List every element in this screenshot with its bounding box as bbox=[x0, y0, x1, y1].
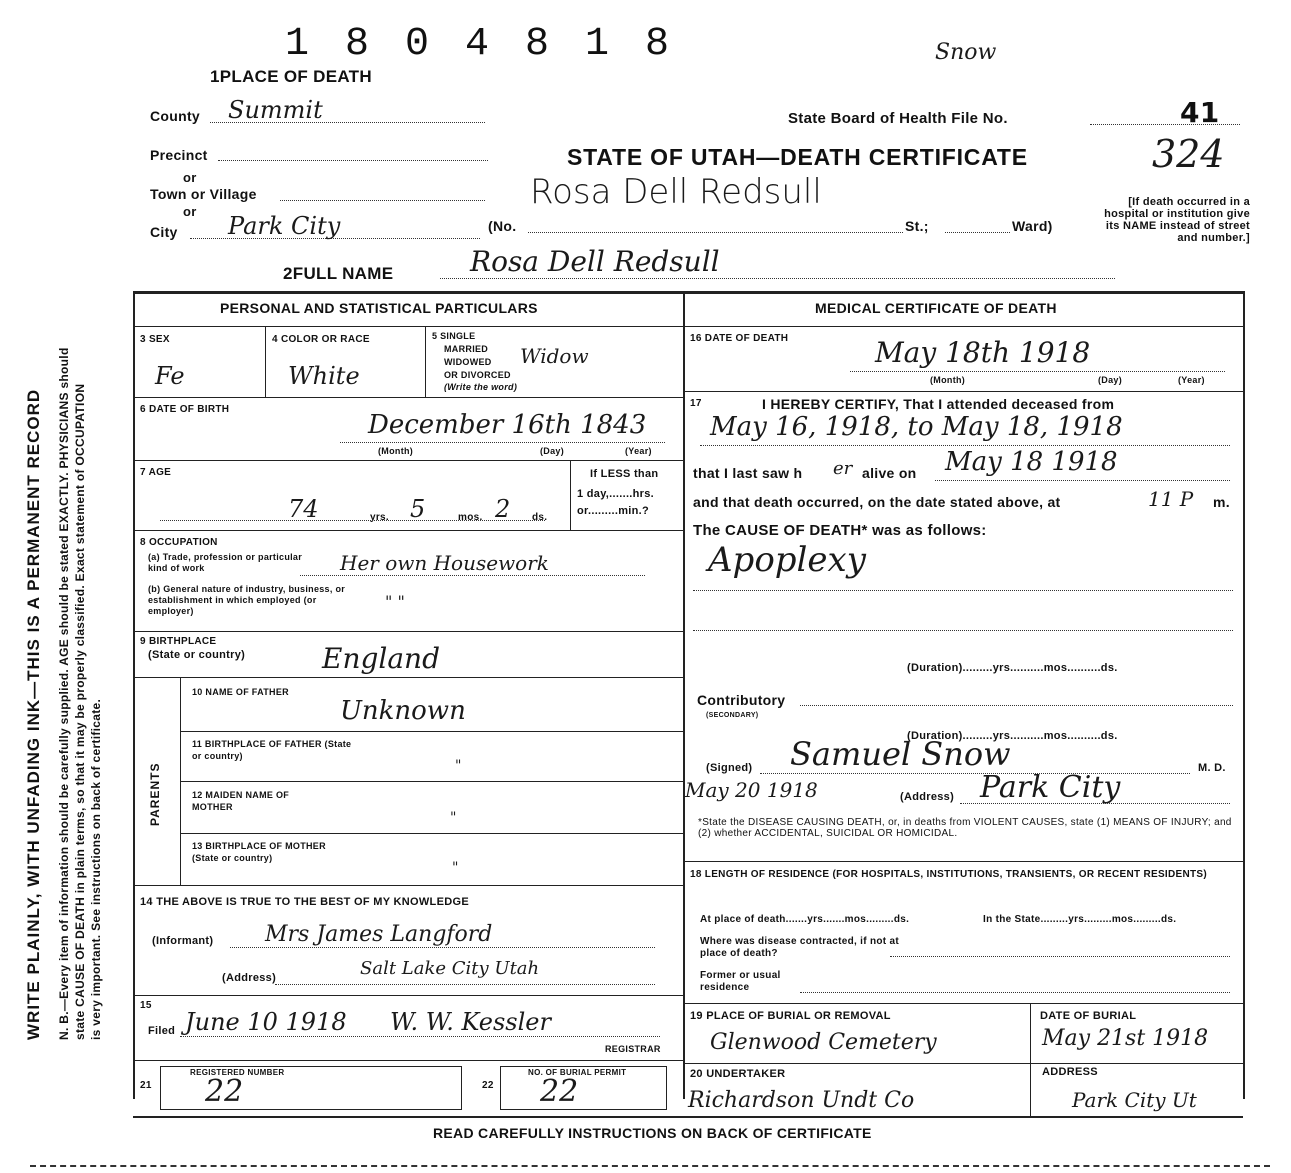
md-label: M. D. bbox=[1198, 762, 1226, 774]
undertaker-label: 20 UNDERTAKER bbox=[690, 1068, 786, 1080]
race-value: White bbox=[288, 362, 360, 390]
marital-label-1: 5 SINGLE bbox=[432, 331, 476, 341]
mother-value: " bbox=[450, 810, 457, 826]
certificate-number: 1 8 0 4 8 1 8 bbox=[285, 22, 676, 67]
informant-address-value: Salt Lake City Utah bbox=[360, 958, 540, 979]
row-rule bbox=[683, 1003, 1243, 1004]
duration-1: (Duration).........yrs..........mos..........ds. bbox=[907, 662, 1118, 674]
physician-address-label: (Address) bbox=[900, 791, 955, 803]
father-label: 10 NAME OF FATHER bbox=[192, 687, 289, 697]
informant-label: (Informant) bbox=[152, 935, 214, 947]
town-label: Town or Village bbox=[150, 186, 257, 202]
row-rule bbox=[683, 326, 1243, 327]
marital-label-5: (Write the word) bbox=[444, 382, 518, 392]
city-label: City bbox=[150, 224, 178, 240]
col-rule bbox=[425, 326, 426, 397]
col-rule bbox=[265, 326, 266, 397]
undertaker-address-value: Park City Ut bbox=[1072, 1088, 1197, 1112]
contributory-label: Contributory bbox=[697, 692, 786, 708]
filed-value: June 10 1918 bbox=[185, 1008, 347, 1036]
informant-address-line bbox=[275, 984, 655, 985]
registrar-signature: W. W. Kessler bbox=[390, 1008, 551, 1036]
or-label-2: or bbox=[183, 204, 197, 219]
medical-heading: MEDICAL CERTIFICATE OF DEATH bbox=[815, 300, 1057, 316]
age-days: 2 bbox=[495, 495, 511, 523]
attended-dates: May 16, 1918, to May 18, 1918 bbox=[710, 412, 1123, 442]
certificate-title: STATE OF UTAH—DEATH CERTIFICATE bbox=[567, 144, 1028, 170]
informant-line bbox=[230, 947, 655, 948]
date-of-death-line bbox=[850, 371, 1225, 372]
residence-former: Former or usual residence bbox=[700, 970, 781, 993]
less-than-1: If LESS than bbox=[590, 468, 659, 480]
occupation-b-value: " " bbox=[385, 592, 405, 611]
occupation-a-value: Her own Housework bbox=[340, 551, 549, 575]
sex-value: Fe bbox=[155, 362, 185, 390]
time-of-death: 11 P bbox=[1148, 487, 1194, 511]
table-left-border bbox=[133, 291, 135, 1099]
place-of-death-label: 1PLACE OF DEATH bbox=[210, 67, 372, 86]
date-of-death-value: May 18th 1918 bbox=[875, 336, 1091, 369]
instruction-line-1: N. B.—Every item of information should be carefully supplied. AGE should be stated EXACTLY. PHYSICIANS should bbox=[57, 347, 71, 1040]
permit-value: 22 bbox=[540, 1074, 579, 1109]
county-value: Summit bbox=[228, 96, 323, 124]
physician-address-value: Park City bbox=[980, 770, 1121, 805]
hospital-note: [If death occurred in a hospital or institution give its NAME instead of street and number.] bbox=[1104, 196, 1250, 244]
full-name-value: Rosa Dell Redsull bbox=[470, 245, 720, 278]
col-rule bbox=[1030, 1003, 1031, 1116]
undertaker-address-label: ADDRESS bbox=[1042, 1066, 1098, 1078]
age-yrs-label: yrs. bbox=[370, 512, 389, 523]
col-rule bbox=[570, 460, 571, 530]
full-name-line bbox=[440, 278, 1115, 279]
cause-value: Apoplexy bbox=[708, 540, 866, 580]
dob-label: 6 DATE OF BIRTH bbox=[140, 404, 230, 415]
marital-label-3: WIDOWED bbox=[444, 357, 492, 367]
table-bottom-border bbox=[133, 1116, 1243, 1118]
residence-in-state: In the State.........yrs.........mos.........ds. bbox=[983, 914, 1177, 925]
dob-year: (Year) bbox=[625, 446, 652, 456]
birthplace-label: 9 BIRTHPLACE bbox=[140, 636, 217, 647]
row-rule bbox=[133, 397, 683, 398]
residence-at-place: At place of death.......yrs.......mos.........ds. bbox=[700, 914, 910, 925]
age-months: 5 bbox=[410, 495, 426, 523]
age-years: 74 bbox=[288, 495, 319, 523]
dod-year: (Year) bbox=[1178, 375, 1205, 385]
row-rule bbox=[133, 631, 683, 632]
typed-name: Rosa Dell Redsull bbox=[530, 172, 822, 212]
alive-on-label: alive on bbox=[862, 465, 917, 481]
occurred-label: and that death occurred, on the date stated above, at bbox=[693, 494, 1061, 510]
row-rule bbox=[180, 781, 683, 782]
parents-label: PARENTS bbox=[148, 762, 162, 826]
reg-num-label: REGISTERED NUMBER bbox=[190, 1068, 285, 1077]
burial-date-label: DATE OF BURIAL bbox=[1040, 1010, 1137, 1022]
filed-number: 15 bbox=[140, 1000, 152, 1011]
last-saw-her: er bbox=[833, 458, 853, 479]
marital-label-2: MARRIED bbox=[444, 344, 489, 354]
row-rule bbox=[133, 460, 683, 461]
dob-line bbox=[340, 442, 665, 443]
board-file-value: 41 bbox=[1180, 96, 1220, 129]
filed-line bbox=[180, 1036, 660, 1037]
father-birthplace-value: " bbox=[455, 758, 462, 774]
age-label: 7 AGE bbox=[140, 467, 172, 478]
permit-label: NO. OF BURIAL PERMIT bbox=[528, 1068, 627, 1077]
registrar-label: REGISTRAR bbox=[605, 1044, 661, 1054]
filed-label: Filed bbox=[148, 1025, 176, 1037]
true-statement-label: 14 THE ABOVE IS TRUE TO THE BEST OF MY KNOWLEDGE bbox=[140, 896, 469, 908]
last-saw-label: that I last saw h bbox=[693, 465, 803, 481]
birthplace-value: England bbox=[322, 642, 441, 675]
row-rule bbox=[133, 885, 683, 886]
physician-signature: Samuel Snow bbox=[790, 735, 1011, 773]
burial-date-value: May 21st 1918 bbox=[1042, 1026, 1209, 1051]
occupation-a-label: (a) Trade, profession or particular kind of work bbox=[148, 552, 303, 573]
age-line bbox=[160, 520, 545, 521]
burial-place-value: Glenwood Cemetery bbox=[710, 1030, 937, 1055]
town-line bbox=[280, 200, 485, 201]
permanent-record-notice: WRITE PLAINLY, WITH UNFADING INK—THIS IS A PERMANENT RECORD bbox=[24, 388, 43, 1040]
row-rule bbox=[683, 861, 1243, 862]
reg-num-value: 22 bbox=[205, 1074, 244, 1109]
instruction-line-2: state CAUSE OF DEATH in plain terms, so that it may be properly classified. Exact statement of OCCUPATION bbox=[73, 383, 87, 1040]
less-than-3: or.........min.? bbox=[577, 505, 650, 517]
cause-label: The CAUSE OF DEATH* was as follows: bbox=[693, 522, 987, 539]
race-label: 4 COLOR OR RACE bbox=[272, 334, 370, 345]
precinct-line bbox=[218, 160, 488, 161]
row-rule bbox=[133, 1060, 683, 1061]
meridian: m. bbox=[1213, 494, 1230, 510]
certify-text: I HEREBY CERTIFY, That I attended deceased from bbox=[762, 396, 1115, 412]
informant-address-label: (Address) bbox=[222, 972, 277, 984]
attended-line bbox=[700, 445, 1230, 446]
street-line bbox=[528, 232, 903, 233]
left-margin-instructions bbox=[0, 0, 125, 1173]
dob-day: (Day) bbox=[540, 446, 565, 456]
reg-num-prefix: 21 bbox=[140, 1080, 152, 1091]
marital-value: Widow bbox=[520, 344, 589, 368]
row-rule bbox=[683, 1063, 1243, 1064]
contributory-line bbox=[800, 705, 1233, 706]
item-17-number: 17 bbox=[690, 398, 702, 409]
corner-note: Snow bbox=[935, 40, 997, 65]
informant-value: Mrs James Langford bbox=[265, 922, 493, 947]
burial-place-label: 19 PLACE OF BURIAL OR REMOVAL bbox=[690, 1010, 891, 1022]
signature-date: May 20 1918 bbox=[685, 778, 818, 802]
birthplace-sub: (State or country) bbox=[148, 649, 246, 661]
occupation-label: 8 OCCUPATION bbox=[140, 537, 218, 548]
less-than-2: 1 day,.......hrs. bbox=[577, 488, 655, 500]
city-value: Park City bbox=[228, 212, 341, 240]
permit-prefix: 22 bbox=[482, 1080, 494, 1091]
signed-line bbox=[760, 773, 1190, 774]
row-rule bbox=[133, 530, 683, 531]
footer-instructions: READ CAREFULLY INSTRUCTIONS ON BACK OF CERTIFICATE bbox=[433, 1125, 872, 1141]
row-rule bbox=[180, 833, 683, 834]
personal-heading: PERSONAL AND STATISTICAL PARTICULARS bbox=[220, 300, 538, 316]
address-line bbox=[960, 803, 1230, 804]
county-label: County bbox=[150, 108, 201, 124]
street-label: St.; bbox=[905, 218, 929, 234]
occupation-a-line bbox=[300, 575, 645, 576]
alive-on-line bbox=[935, 480, 1230, 481]
ward-line bbox=[945, 232, 1010, 233]
row-rule bbox=[133, 677, 683, 678]
board-file-label: State Board of Health File No. bbox=[788, 110, 1008, 127]
full-name-label: 2FULL NAME bbox=[283, 264, 394, 283]
age-ds-label: ds. bbox=[532, 512, 548, 523]
precinct-label: Precinct bbox=[150, 147, 208, 163]
residence-former-line bbox=[800, 992, 1230, 993]
row-rule bbox=[133, 326, 683, 327]
alive-on-value: May 18 1918 bbox=[945, 447, 1118, 477]
father-value: Unknown bbox=[340, 696, 466, 726]
date-of-death-label: 16 DATE OF DEATH bbox=[690, 333, 789, 344]
residence-label: 18 LENGTH OF RESIDENCE (FOR HOSPITALS, INSTITUTIONS, TRANSIENTS, OR RECENT RESIDENTS) bbox=[690, 869, 1208, 880]
sex-label: 3 SEX bbox=[140, 334, 170, 345]
footer-rule bbox=[30, 1165, 1270, 1167]
table-center-divider bbox=[683, 291, 685, 1099]
title-number: 324 bbox=[1152, 132, 1225, 176]
age-mos-label: mos. bbox=[458, 512, 483, 523]
marital-label-4: OR DIVORCED bbox=[444, 370, 511, 380]
mother-label: 12 MAIDEN NAME OF MOTHER bbox=[192, 790, 290, 812]
instruction-line-3: is very important. See instructions on back of certificate. bbox=[89, 698, 103, 1040]
undertaker-value: Richardson Undt Co bbox=[688, 1088, 915, 1113]
ward-label: Ward) bbox=[1012, 218, 1053, 234]
residence-where-line bbox=[890, 956, 1230, 957]
occupation-b-label: (b) General nature of industry, business, or establishment in which employed (or employer) bbox=[148, 584, 346, 616]
cause-line-2 bbox=[693, 630, 1233, 631]
duration-2: (Duration).........yrs..........mos..........ds. bbox=[907, 730, 1118, 742]
dod-day: (Day) bbox=[1098, 375, 1123, 385]
dob-value: December 16th 1843 bbox=[368, 410, 647, 440]
street-no-label: (No. bbox=[488, 218, 517, 234]
or-label-1: or bbox=[183, 170, 197, 185]
dob-month: (Month) bbox=[378, 446, 414, 456]
signed-label: (Signed) bbox=[706, 762, 753, 774]
secondary-label: (SECONDARY) bbox=[706, 712, 759, 719]
father-birthplace-label: 11 BIRTHPLACE OF FATHER (State or country) bbox=[192, 739, 352, 761]
residence-where: Where was disease contracted, if not at place of death? bbox=[700, 936, 899, 959]
table-right-border bbox=[1243, 291, 1245, 1099]
row-rule bbox=[180, 731, 683, 732]
mother-birthplace-value: " bbox=[452, 860, 459, 876]
disease-footnote: *State the DISEASE CAUSING DEATH, or, in deaths from VIOLENT CAUSES, state (1) MEANS OF INJURY; and (2) whether ACCIDENTAL, SUICIDAL OR HOMICIDAL. bbox=[698, 817, 1232, 839]
table-top-border bbox=[133, 291, 1243, 294]
dod-month: (Month) bbox=[930, 375, 966, 385]
row-rule bbox=[683, 391, 1243, 392]
cause-line-1 bbox=[693, 590, 1233, 591]
row-rule bbox=[133, 995, 683, 996]
mother-birthplace-label: 13 BIRTHPLACE OF MOTHER (State or country) bbox=[192, 841, 326, 863]
